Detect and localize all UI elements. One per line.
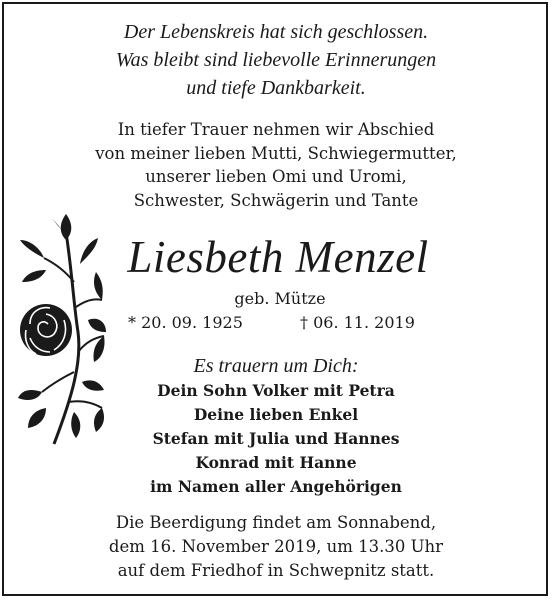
death-date: † 06. 11. 2019 [300, 313, 415, 332]
quote-line: und tiefe Dankbarkeit. [186, 77, 366, 99]
rose-icon [16, 212, 108, 452]
funeral-line: dem 16. November 2019, um 13.30 Uhr [108, 537, 444, 556]
intro-line: Schwester, Schwägerin und Tante [133, 190, 419, 210]
birth-name: geb. Mütze [234, 289, 326, 308]
mourner-line: Dein Sohn Volker mit Petra [157, 381, 395, 400]
intro-line: von meiner lieben Mutti, Schwiegermutter, [95, 143, 457, 163]
mourner-line: im Namen aller Angehörigen [150, 477, 402, 496]
deceased-name: Liesbeth Menzel [127, 232, 429, 282]
intro-line: In tiefer Trauer nehmen wir Abschied [117, 120, 435, 139]
birth-date: * 20. 09. 1925 [128, 313, 243, 332]
mourner-line: Deine lieben Enkel [193, 405, 359, 424]
farewell-intro [0, 118, 552, 212]
funeral-line: Die Beerdigung findet am Sonnabend, [115, 513, 437, 532]
mourner-line: Stefan mit Julia und Hannes [152, 429, 400, 448]
mourner-line: Konrad mit Hanne [195, 453, 357, 472]
quote-line: Was bleibt sind liebevolle Erinnerungen [115, 49, 437, 71]
mourners-heading: Es trauern um Dich: [193, 355, 359, 377]
intro-line: unserer lieben Omi und Uromi, [145, 167, 407, 186]
memorial-quote [0, 18, 552, 102]
mourners-list [100, 379, 452, 499]
funeral-line: auf dem Friedhof in Schwepnitz statt. [117, 561, 435, 580]
quote-line: Der Lebenskreis hat sich geschlossen. [123, 21, 429, 43]
funeral-notice [0, 511, 552, 583]
